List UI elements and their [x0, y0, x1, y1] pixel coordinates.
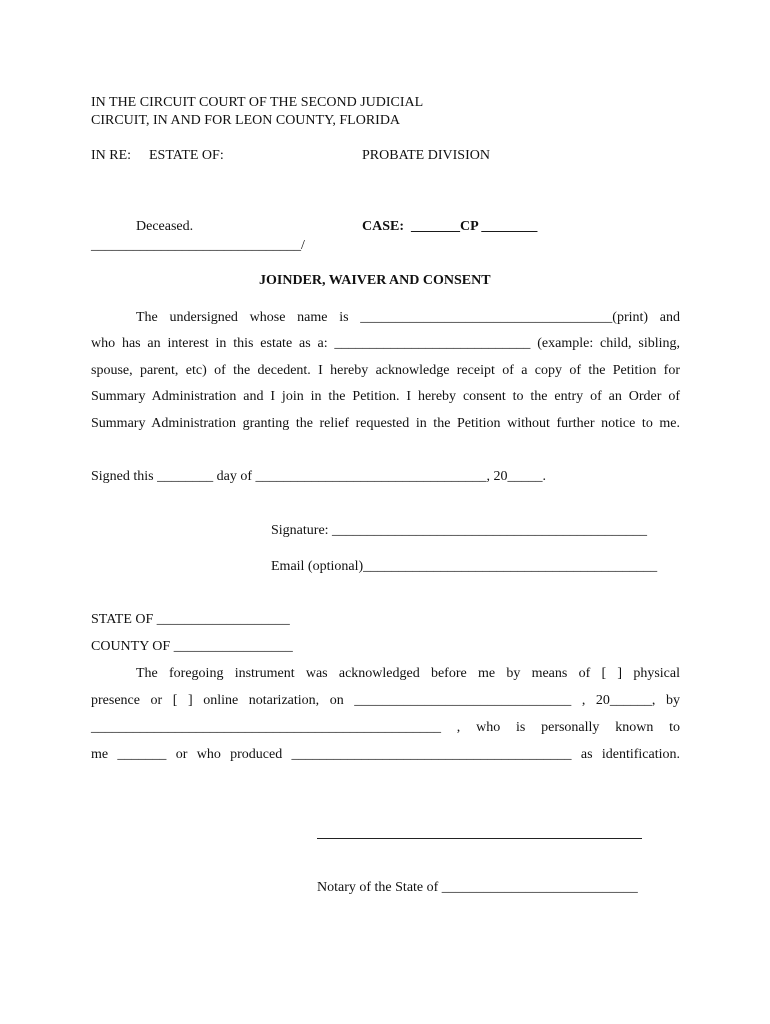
body-line-2: who has an interest in this estate as a: ____________________________ (example: child, sibling,: [91, 336, 680, 351]
case-blank-1: _______: [411, 219, 461, 234]
case-number: [362, 219, 537, 235]
case-cp: CP: [460, 219, 478, 234]
signed-this-line: Signed this ________ day of _________________________________, 20_____.: [91, 469, 546, 484]
court-name-line-1: IN THE CIRCUIT COURT OF THE SECOND JUDICIAL: [91, 95, 424, 110]
case-blank-2: ________: [481, 219, 538, 234]
acknowledgment-line-1: The foregoing instrument was acknowledged before me by means of [ ] physical: [136, 666, 680, 681]
in-re-label: IN RE:: [91, 148, 132, 163]
county-of-line: COUNTY OF _________________: [91, 639, 293, 654]
notary-state-line: Notary of the State of ____________________________: [317, 880, 638, 895]
probate-division-label: PROBATE DIVISION: [362, 148, 490, 163]
email-line: Email (optional)__________________________________________: [271, 559, 658, 574]
deceased-label: Deceased.: [136, 219, 194, 234]
body-line-3: spouse, parent, etc) of the decedent. I hereby acknowledge receipt of a copy of the Petition for: [91, 363, 680, 378]
body-line-1: The undersigned whose name is ____________________________________(print) and: [136, 310, 680, 325]
estate-of-label: ESTATE OF:: [149, 148, 224, 163]
case-label: CASE:: [362, 219, 405, 234]
court-name-line-2: CIRCUIT, IN AND FOR LEON COUNTY, FLORIDA: [91, 113, 401, 128]
acknowledgment-line-4: me _______ or who produced ________________________________________ as identification.: [91, 747, 680, 762]
notary-signature-rule: [317, 838, 642, 839]
document-title: JOINDER, WAIVER AND CONSENT: [259, 273, 491, 288]
body-line-5: Summary Administration granting the relief requested in the Petition without further notice to me.: [91, 416, 680, 431]
acknowledgment-line-3: __________________________________________________ , who is personally known to: [91, 720, 680, 735]
body-line-4: Summary Administration and I join in the Petition. I hereby consent to the entry of an Order of: [91, 389, 680, 404]
signature-line: Signature: _____________________________________________: [271, 523, 648, 538]
caption-rule: ______________________________/: [91, 238, 305, 253]
state-of-line: STATE OF ___________________: [91, 612, 290, 627]
acknowledgment-line-2: presence or [ ] online notarization, on _______________________________ , 20______, by: [91, 693, 680, 708]
